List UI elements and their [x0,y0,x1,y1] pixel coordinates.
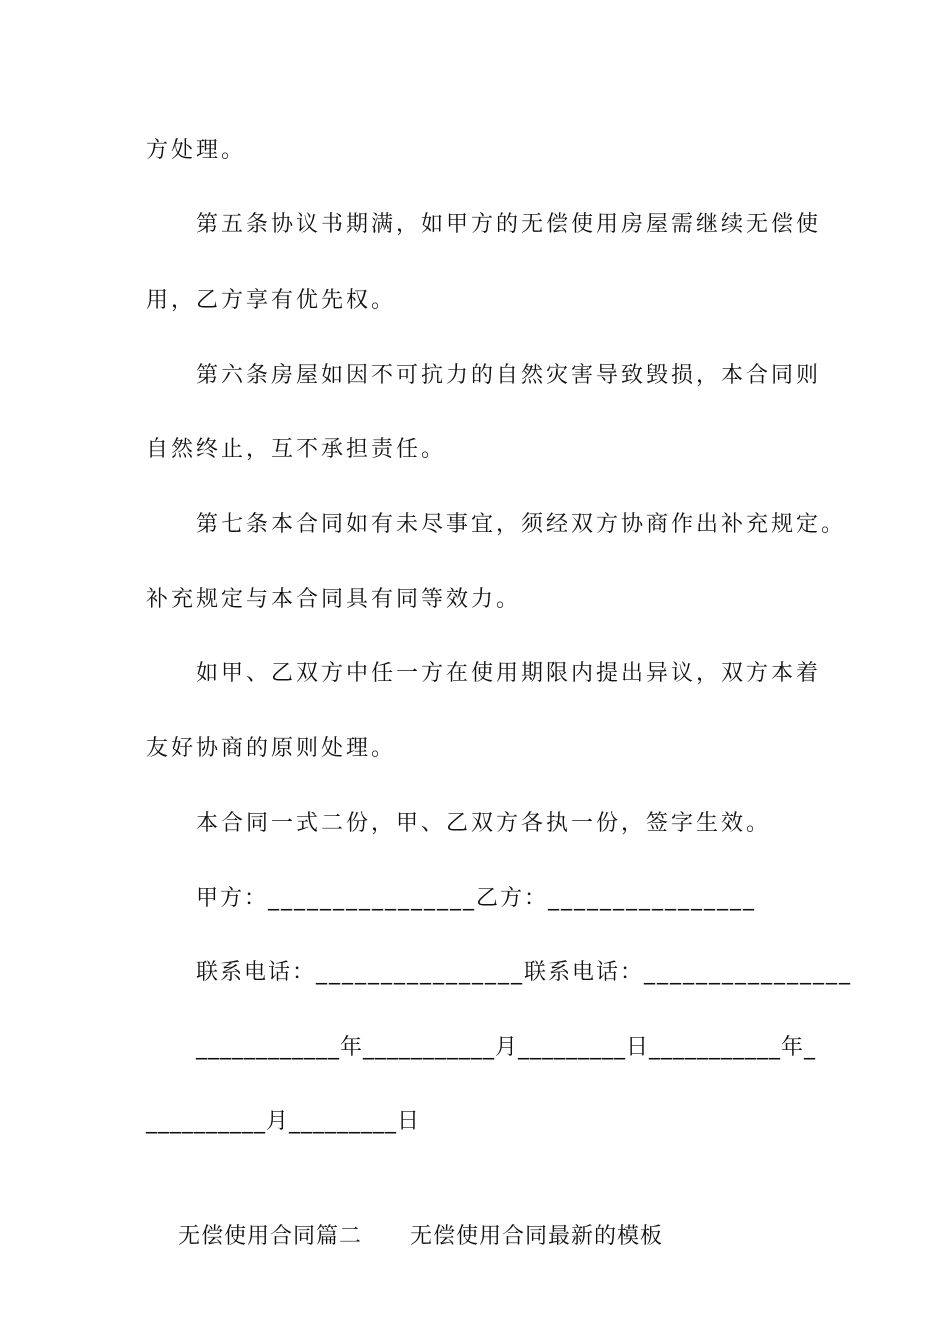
paragraph-line: 友好协商的原则处理。 [146,736,397,761]
paragraph-line: 用，乙方享有优先权。 [146,288,397,313]
paragraph-line: 第七条本合同如有未尽事宜，须经双方协商作出补充规定。 [196,512,847,537]
footer-title-right: 无偿使用合同最新的模板 [410,1224,664,1249]
paragraph-line: 如甲、乙双方中任一方在使用期限内提出异议，双方本着 [196,661,822,686]
paragraph-line: 本合同一式二份，甲、乙双方各执一份，签字生效。 [196,811,772,836]
footer-line [146,1177,850,1249]
paragraph-line: 第六条房屋如因不可抗力的自然灾害导致毁损，本合同则 [196,363,822,388]
paragraph-line: 第五条协议书期满，如甲方的无偿使用房屋需继续无偿使 [196,212,822,237]
footer-title-left: 无偿使用合同篇二 [177,1224,362,1249]
signature-party-line: 甲方：________________乙方：________________ [196,886,757,911]
paragraph-line: 补充规定与本合同具有同等效力。 [146,587,522,612]
signature-phone-line: 联系电话：________________联系电话：________________ [196,960,853,985]
paragraph-line: 自然终止，互不承担责任。 [146,437,447,462]
signature-date-line: ____________年___________月_________日___________年_ [196,1035,817,1060]
paragraph-line: 方处理。 [146,138,247,163]
signature-date-line: __________月_________日 [146,1109,421,1134]
